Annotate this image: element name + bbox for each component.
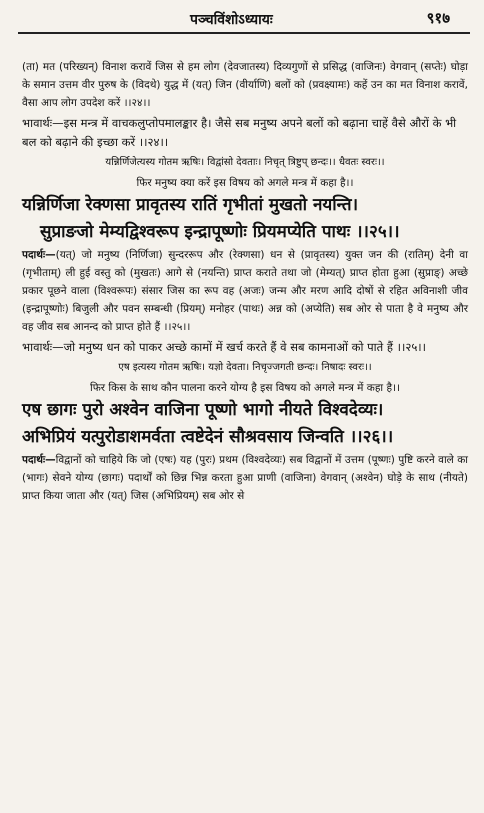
mantra-line: एष छागः पुरो अश्वेन वाजिना पूष्णो भागो नीयते विश्वदेव्यः। [22,400,384,420]
chapter-title: पञ्चविंशोऽध्यायः [190,12,273,28]
bhavartha-label: भावार्थः— [22,340,64,354]
bhavartha-label: भावार्थः— [22,116,64,130]
rishi-devata-line: यन्निर्णिजेत्यस्य गोतम ऋषिः। विद्वांसो देवताः। निचृत् त्रिष्टुप् छन्दः।। धैवतः स्वरः।। [105,157,385,168]
page-number: ९१७ [426,9,450,27]
text-paragraph: (ता) मत (परिख्यन्) विनाश करावें जिस से हम लोग (देवजातस्य) दिव्यगुणों से प्रसिद्ध (वाजिनः) वेगवान् (सप्तेः) घोड़ा के समान उत्तम वीर पुरुष के (विदथे) युद्ध में (यत्) जिन (वीर्याणि) बलों को (प्रवक्ष्यामः) कहें उन का मत विनाश करावें, वैसा आप लोग उपदेश करें ।।२४।। [22,61,468,109]
padartha-paragraph: पदार्थः—विद्वानों को चाहिये कि जो (एषः) यह (पुरः) प्रथम (विश्वदेव्यः) सब विद्वानों में उत्तम (पूष्णः) पुष्टि करने वाले का (भागः) सेवने योग्य (छागः) पदार्थों को छिन्न भिन्न करता हुआ प्राणी (वाजिना) वेगवान् (अश्वेन) घोड़े के साथ (नीयते) प्राप्त किया जाता और (यत्) जिस (अभिप्रियम्) सब ओर से [22,454,468,502]
rishi-devata-line: एष इत्यस्य गोतम ऋषिः। यज्ञो देवता। निचृज्जगती छन्दः। निषादः स्वरः।। [118,362,372,373]
bhavartha-paragraph: भावार्थः—जो मनुष्य धन को पाकर अच्छे कामों में खर्च करते हैं वे सब कामनाओं को पाते हैं ।।२५।। [22,340,427,354]
bhavartha-paragraph: भावार्थः—इस मन्त्र में वाचकलुप्तोपमालङ्कार है। जैसे सब मनुष्य अपने बलों को बढ़ाना चाहें वैसे औरों के भी बल को बढ़ाने की इच्छा करें ।।२४।। [22,116,457,149]
mantra-intro: फिर किस के साथ कौन पालना करने योग्य है इस विषय को अगले मन्त्र में कहा है।। [89,382,401,394]
padartha-paragraph: पदार्थः—(यत्) जो मनुष्य (निर्णिजा) सुन्दररूप और (रेक्णसा) धन से (प्रावृतस्य) युक्त जन की (रातिम्) देनी वा (गृभीताम्) ली हुई वस्तु को (मुखतः) आगे से (नयन्ति) प्राप्त कराते तथा जो (मेम्यत्) प्राप्त होता हुआ (सुप्राङ्) अच्छे प्रकार पूछने वाला (विश्वरूपः) संसार जिस का रूप वह (अजः) जन्म और मरण आदि दोषों से रहित अविनाशी जीव (इन्द्रापूष्णोः) बिजुली और पवन सम्बन्धी (प्रियम्) मनोहर (पाथः) अन्न को (अप्येति) सब ओर से पाता है वे मनुष्य और वह जीव सब आनन्द को प्राप्त होते हैं ।।२५।। [22,249,468,333]
mantra-line: यन्निर्णिजा रेक्णसा प्रावृतस्य रातिं गृभीतां मुखतो नयन्ति। [22,195,359,215]
padartha-label: पदार्थः— [22,454,56,466]
mantra-line: अभिप्रियं यत्पुरोडाशमर्वता त्वष्टेदेनं सौश्रवसाय जिन्वति ।।२६।। [22,427,394,447]
header-rule [18,32,470,34]
padartha-label: पदार्थः— [22,249,56,261]
page-body [22,58,468,505]
mantra-line: सुप्राङजो मेम्यद्विश्वरूप इन्द्रापूष्णोः प्रियमप्येति पाथः ।।२५।। [40,222,400,242]
mantra-intro: फिर मनुष्य क्या करें इस विषय को अगले मन्त्र में कहा है।। [136,177,354,189]
